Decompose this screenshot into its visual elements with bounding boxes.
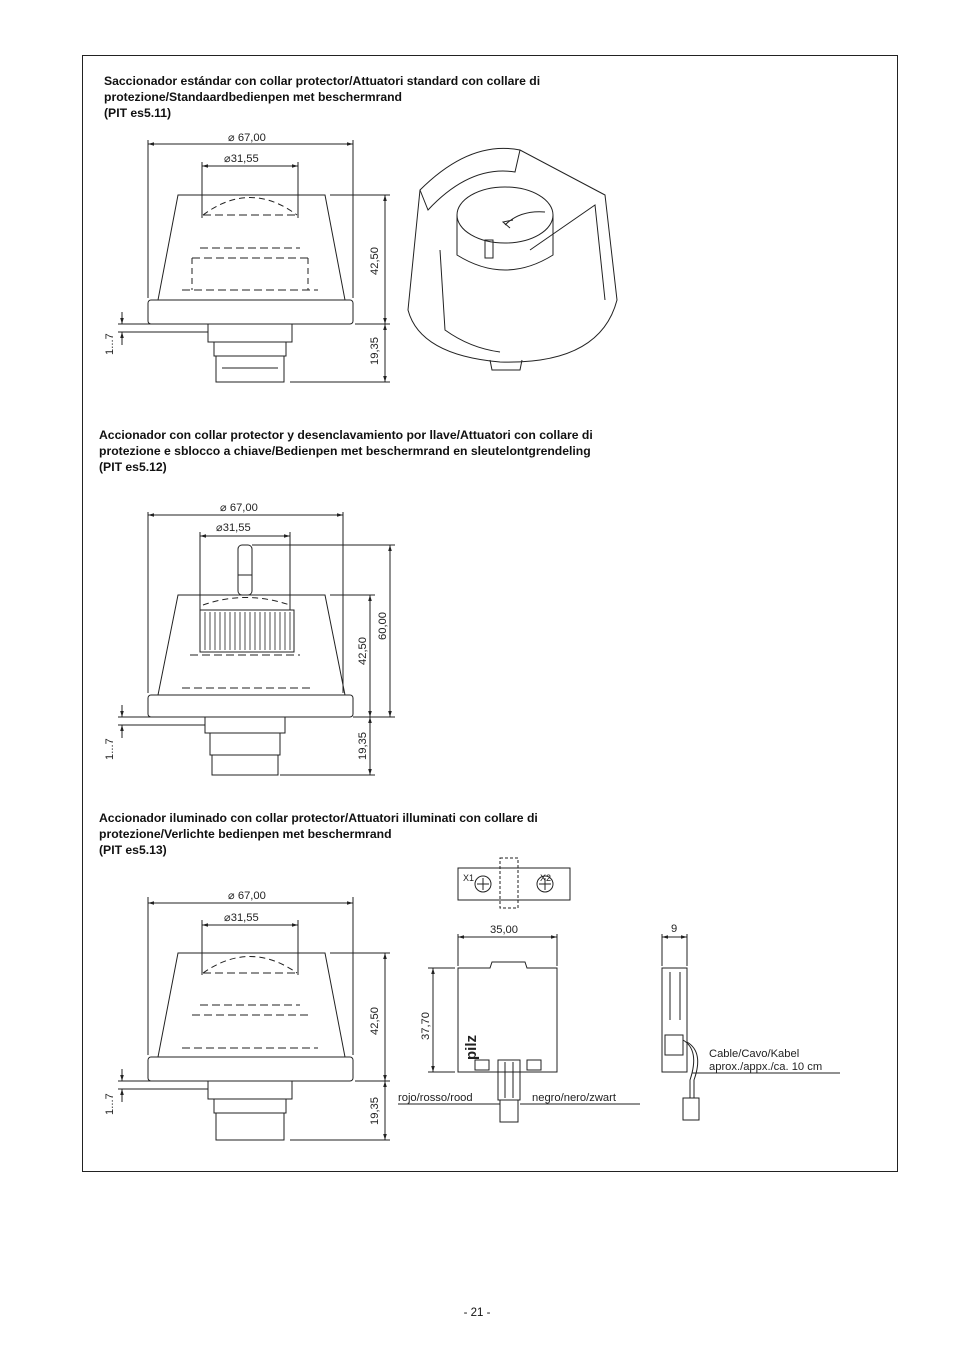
dim-base-2: 19,35 xyxy=(357,732,369,760)
dim-inner-diameter-2: ⌀31,55 xyxy=(216,522,251,534)
page-number: - 21 - xyxy=(463,1307,491,1319)
caption-es5-12: Accionador con collar protector y desenclavamiento por llave/Attuatori con collare di protezione e sblocco a chiave/Bedienpen met beschermrand en sleutelontgrendeling (PIT es5.12) xyxy=(99,428,593,474)
dim-height-3: 42,50 xyxy=(369,1007,381,1035)
dim-outer-diameter-2: ⌀ 67,00 xyxy=(220,502,258,514)
dim-height-1: 42,50 xyxy=(369,247,381,275)
caption-es5-11: Saccionador estándar con collar protector/Attuatori standard con collare di protezione/Standaardbedienpen met beschermrand (PIT es5.11) xyxy=(104,74,541,120)
drawing-illuminated-actuator xyxy=(118,897,390,1140)
dim-base-1: 19,35 xyxy=(369,337,381,365)
dim-height-2: 42,50 xyxy=(357,637,369,665)
pilz-logo: pilz xyxy=(463,1035,480,1060)
caption-es5-13: Accionador iluminado con collar protector/Attuatori illuminati con collare di protezione/Verlichte bedienpen met beschermrand (PIT es5.13) xyxy=(99,811,538,857)
led-module-side-view xyxy=(662,934,840,1120)
dim-base-3: 19,35 xyxy=(369,1097,381,1125)
drawing-key-release-actuator xyxy=(118,512,395,775)
dim-inner-diameter-3: ⌀31,55 xyxy=(224,912,259,924)
terminal-x2: X2 xyxy=(540,873,552,883)
dim-panel-3: 1...7 xyxy=(104,1093,116,1115)
dim-panel-2: 1...7 xyxy=(104,738,116,760)
wire-red-label: rojo/rosso/rood xyxy=(398,1092,473,1104)
actuator-3d-view xyxy=(408,148,617,370)
dim-outer-diameter-1: ⌀ 67,00 xyxy=(228,132,266,144)
dim-total-2: 60,00 xyxy=(377,612,389,640)
dim-panel-1: 1...7 xyxy=(104,333,116,355)
dim-inner-diameter-1: ⌀31,55 xyxy=(224,153,259,165)
terminal-x1: X1 xyxy=(463,873,475,883)
dim-outer-diameter-3: ⌀ 67,00 xyxy=(228,890,266,902)
led-module-top-view xyxy=(458,858,570,908)
dim-module-width: 35,00 xyxy=(490,924,518,936)
drawing-standard-actuator xyxy=(118,140,390,382)
wire-black-label: negro/nero/zwart xyxy=(532,1092,616,1104)
cable-label-line2: aprox./appx./ca. 10 cm xyxy=(709,1061,823,1073)
dim-module-depth: 9 xyxy=(671,923,678,935)
dim-module-height: 37,70 xyxy=(420,1012,432,1040)
cable-label-line1: Cable/Cavo/Kabel xyxy=(709,1048,800,1060)
